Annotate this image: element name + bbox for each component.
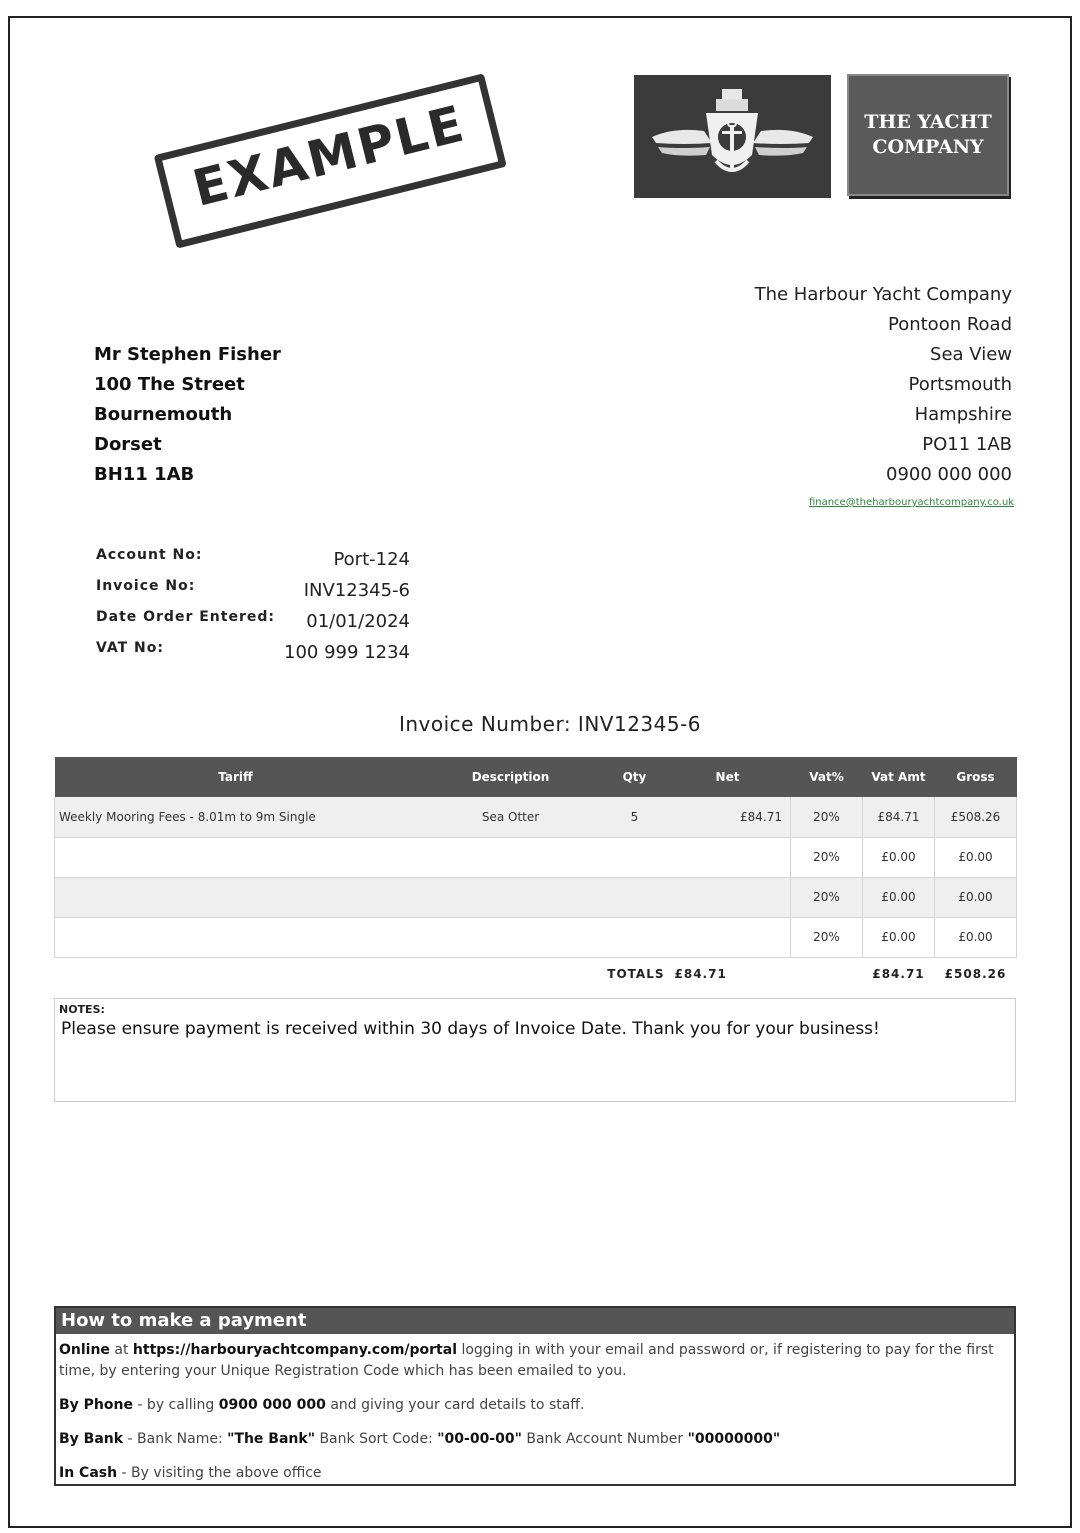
customer-county: Dorset [94,434,162,455]
cash-text: - By visiting the above office [117,1465,322,1481]
cell-vat-amount: £84.71 [863,797,935,837]
bank-text-3: Bank Account Number [521,1431,688,1447]
account-row [96,545,416,576]
payment-body [56,1334,1014,1484]
company-county: Hampshire [914,404,1012,425]
cell-qty [605,877,665,917]
company-address [640,280,1012,490]
cell-description [417,837,605,877]
table-row [55,877,1017,917]
online-at: at [109,1342,133,1358]
cell-tariff [55,877,417,917]
brand-line-2: COMPANY [872,136,984,158]
online-label: Online [59,1342,110,1358]
stamp-text: EXAMPLE [187,94,471,218]
header-description: Description [417,757,605,797]
cell-gross: £0.00 [935,877,1017,917]
cell-net: £84.71 [665,797,791,837]
payment-phone [59,1395,1010,1416]
cell-net [665,917,791,957]
cell-net [665,837,791,877]
invoice-row [96,576,416,607]
header-gross: Gross [935,757,1017,797]
table-header-row [55,757,1017,797]
payment-title: How to make a payment [56,1308,1014,1334]
company-email-link[interactable]: finance@theharbouryachtcompany.co.uk [808,497,1014,508]
cell-qty [605,837,665,877]
invoice-number-heading [0,712,1080,736]
cell-tariff [55,837,417,877]
bank-account-number: "00000000" [687,1431,781,1447]
notes-text: Please ensure payment is received within 30 days of Invoice Date. Thank you for your business! [61,1019,880,1039]
company-name: The Harbour Yacht Company [754,284,1012,305]
customer-city: Bournemouth [94,404,233,425]
header-net: Net [665,757,791,797]
header-vat-amount: Vat Amt [863,757,935,797]
payment-bank [59,1429,1010,1450]
totals-vat-amount: £84.71 [863,957,935,991]
header-tariff: Tariff [55,757,417,797]
totals-net: £84.71 [665,957,791,991]
cell-vat-percent: 20% [791,797,863,837]
totals-label: TOTALS [605,957,665,991]
totals-row [55,957,1017,991]
payment-online [59,1340,1010,1382]
company-area: Sea View [930,344,1012,365]
cash-label: In Cash [59,1465,118,1481]
cell-net [665,877,791,917]
cell-description: Sea Otter [417,797,605,837]
phone-number: 0900 000 000 [218,1397,326,1413]
invoice-number-value: INV12345-6 [577,712,702,736]
company-city: Portsmouth [908,374,1012,395]
vat-value: 100 999 1234 [284,642,410,663]
cell-vat-amount: £0.00 [863,877,935,917]
cell-vat-percent: 20% [791,837,863,877]
bank-sort-code: "00-00-00" [437,1431,522,1447]
account-details [96,545,416,669]
phone-label: By Phone [59,1397,133,1413]
cell-gross: £0.00 [935,917,1017,957]
online-rest: logging in with your email and password or, if registering to pay for the first time, by entering your Unique Registration Code which has been emailed to you. [59,1342,994,1379]
ship-anchor-wings-icon [634,75,831,198]
vat-row [96,638,416,669]
cell-qty [605,917,665,957]
customer-street: 100 The Street [94,374,245,395]
totals-spacer [791,957,863,991]
cell-description [417,917,605,957]
company-street: Pontoon Road [887,314,1012,335]
invoice-value: INV12345-6 [303,580,410,601]
bank-label: By Bank [59,1431,124,1447]
payment-cash [59,1463,1010,1484]
cell-description [417,877,605,917]
account-label: Account No: [96,547,203,563]
invoice-number-label: Invoice Number: [398,712,572,736]
ship-logo-graphic [634,75,831,198]
bank-name: "The Bank" [227,1431,315,1447]
brand-line-1: THE YACHT [864,111,992,133]
company-postcode: PO11 1AB [922,434,1012,455]
cell-tariff [55,917,417,957]
cell-qty: 5 [605,797,665,837]
header-vat-percent: Vat% [791,757,863,797]
totals-gross: £508.26 [935,957,1017,991]
invoice-label: Invoice No: [96,578,196,594]
company-brand-logo [847,74,1009,196]
table-row [55,837,1017,877]
portal-url[interactable]: https://harbouryachtcompany.com/portal [132,1342,457,1358]
date-label: Date Order Entered: [96,609,275,625]
cell-gross: £0.00 [935,837,1017,877]
phone-text-2: and giving your card details to staff. [325,1397,585,1413]
bank-text-2: Bank Sort Code: [315,1431,438,1447]
cell-tariff: Weekly Mooring Fees - 8.01m to 9m Single [55,797,417,837]
cell-vat-percent: 20% [791,917,863,957]
cell-vat-percent: 20% [791,877,863,917]
phone-text-1: - by calling [132,1397,219,1413]
date-row [96,607,416,638]
customer-name: Mr Stephen Fisher [94,344,281,365]
notes-label: NOTES: [59,1003,105,1016]
customer-address [94,340,281,490]
table-row [55,797,1017,837]
payment-instructions [54,1306,1016,1486]
invoice-items-table [54,757,1017,991]
bank-text-1: - Bank Name: [123,1431,228,1447]
notes-box [54,998,1016,1102]
totals-spacer [55,957,417,991]
totals-spacer [417,957,605,991]
cell-gross: £508.26 [935,797,1017,837]
company-phone: 0900 000 000 [886,464,1012,485]
cell-vat-amount: £0.00 [863,917,935,957]
cell-vat-amount: £0.00 [863,837,935,877]
customer-postcode: BH11 1AB [94,464,195,485]
header-qty: Qty [605,757,665,797]
vat-label: VAT No: [96,640,164,656]
account-value: Port-124 [333,549,410,570]
table-row [55,917,1017,957]
date-value: 01/01/2024 [306,611,410,632]
